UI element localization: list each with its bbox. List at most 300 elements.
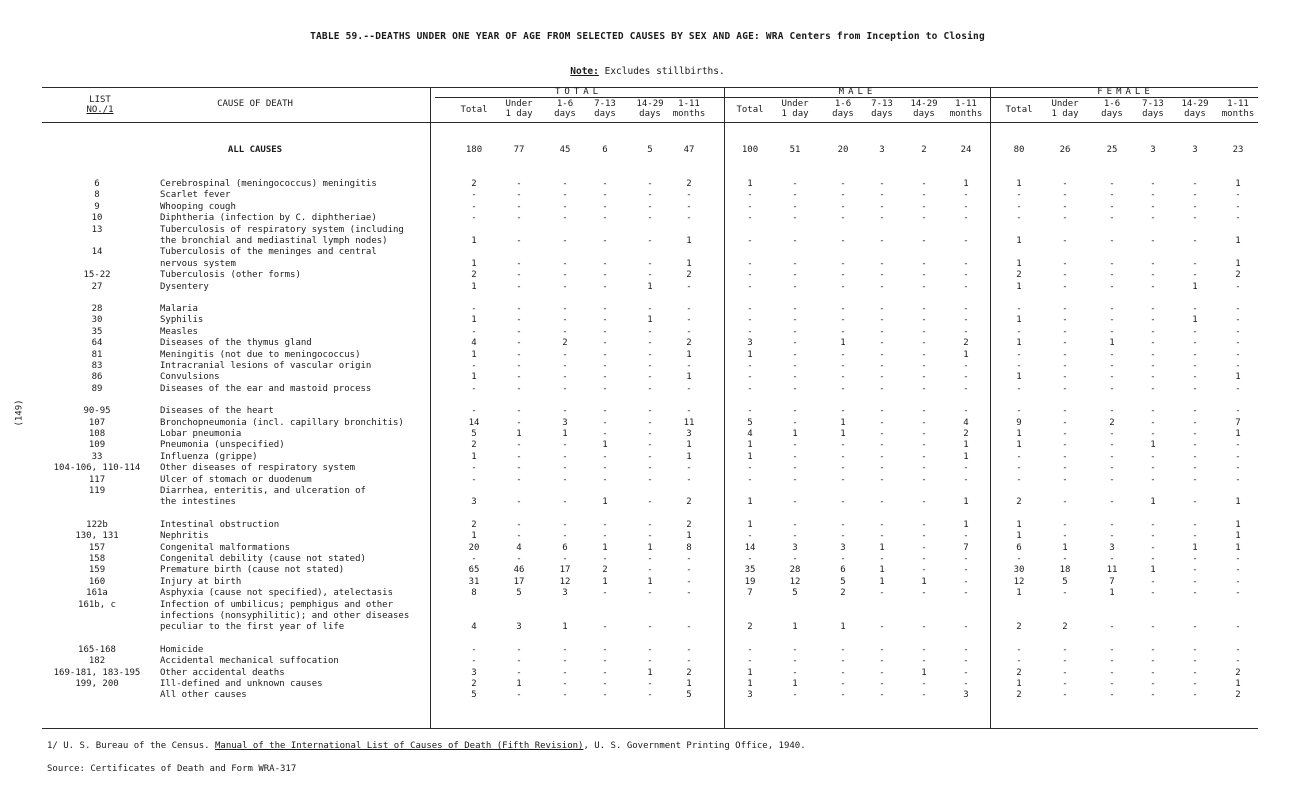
value-cell: - — [1150, 304, 1156, 314]
value-cell: - — [1016, 474, 1022, 485]
value-cell: - — [1150, 236, 1156, 246]
value-cell: - — [921, 383, 927, 394]
value-cell: - — [1150, 326, 1156, 337]
group-male: MALE — [838, 87, 877, 97]
value-cell: 1 — [747, 440, 753, 451]
value-cell: 5 — [686, 690, 692, 701]
value-cell: - — [1150, 519, 1156, 530]
value-cell: 1 — [647, 542, 653, 553]
value-cell: 2 — [963, 338, 969, 349]
value-cell: - — [840, 213, 846, 224]
value-cell: - — [1109, 554, 1115, 564]
value-cell: - — [1062, 281, 1068, 292]
value-cell: - — [792, 338, 798, 349]
value-cell: - — [1016, 349, 1022, 360]
value-cell: - — [516, 406, 522, 417]
value-cell: 7 — [963, 542, 969, 553]
value-cell: - — [1062, 361, 1068, 371]
list-number: 28 — [91, 304, 103, 314]
value-cell: - — [921, 406, 927, 417]
value-cell: - — [879, 179, 885, 189]
value-cell: - — [562, 656, 568, 667]
value-cell: - — [840, 179, 846, 189]
value-cell: - — [792, 372, 798, 383]
value-cell: - — [1062, 667, 1068, 678]
value-cell: - — [562, 463, 568, 474]
value-cell: - — [1150, 622, 1156, 633]
value-cell: - — [516, 304, 522, 314]
value-cell: - — [1109, 644, 1115, 655]
list-number: 6 — [94, 179, 100, 189]
list-number: 13 — [91, 224, 103, 235]
value-cell: - — [516, 190, 522, 201]
value-cell: - — [1016, 644, 1022, 655]
value-cell: - — [1109, 179, 1115, 189]
value-cell: - — [602, 679, 608, 689]
list-number: 199, 200 — [75, 679, 119, 689]
value-cell: - — [647, 588, 653, 599]
value-cell: - — [562, 304, 568, 314]
value-cell: 1 — [963, 451, 969, 462]
value-cell: 4 — [963, 417, 969, 428]
value-cell: - — [747, 270, 753, 281]
value-cell: - — [1109, 326, 1115, 337]
value-cell: - — [686, 565, 692, 576]
subheader-line2: days — [913, 109, 935, 119]
value-cell: - — [602, 667, 608, 678]
value-cell: - — [471, 201, 477, 212]
value-cell: - — [1192, 338, 1198, 349]
value-cell: - — [792, 667, 798, 678]
value-cell: - — [1235, 406, 1241, 417]
value-cell: - — [1109, 531, 1115, 542]
value-cell: - — [1235, 315, 1241, 326]
value-cell: - — [1192, 656, 1198, 667]
value-cell: - — [562, 213, 568, 224]
value-cell: - — [1109, 429, 1115, 439]
subheader-male-4 — [902, 99, 946, 119]
value-cell: - — [1235, 201, 1241, 212]
value-cell: - — [1062, 440, 1068, 451]
value-cell: - — [647, 554, 653, 564]
value-cell: - — [647, 338, 653, 349]
value-cell: 2 — [1235, 270, 1241, 281]
value-cell: 1 — [1235, 429, 1241, 439]
value-cell: 20 — [468, 542, 480, 553]
value-cell: 3 — [686, 429, 692, 439]
value-cell: - — [747, 554, 753, 564]
value-cell: - — [840, 667, 846, 678]
value-cell: - — [921, 429, 927, 439]
value-cell: - — [747, 213, 753, 224]
value-cell: - — [963, 361, 969, 371]
value-cell: - — [879, 213, 885, 224]
value-cell: - — [1192, 531, 1198, 542]
cause-of-death: Lobar pneumonia — [160, 429, 242, 439]
value-cell: - — [602, 338, 608, 349]
value-cell: - — [1150, 679, 1156, 689]
value-cell: - — [1150, 429, 1156, 439]
value-cell: - — [602, 326, 608, 337]
cause-of-death: the bronchial and mediastinal lymph nodes) — [160, 236, 388, 246]
value-cell: - — [747, 190, 753, 201]
value-cell: 1 — [1235, 372, 1241, 383]
value-cell: - — [562, 190, 568, 201]
list-number: 169-181, 183-195 — [53, 667, 141, 678]
value-cell: - — [921, 281, 927, 292]
list-number: 158 — [88, 554, 106, 564]
value-cell: 1 — [1016, 429, 1022, 439]
value-cell: - — [963, 656, 969, 667]
value-cell: 1 — [840, 429, 846, 439]
value-cell: 2 — [471, 179, 477, 189]
value-cell: - — [747, 406, 753, 417]
value-cell: - — [686, 644, 692, 655]
list-number: 89 — [91, 383, 103, 394]
value-cell: - — [686, 383, 692, 394]
value-cell: 1 — [686, 440, 692, 451]
vrule-total — [430, 87, 431, 728]
value-cell: - — [1192, 372, 1198, 383]
value-cell: 3 — [516, 622, 522, 633]
value-cell: - — [516, 656, 522, 667]
value-cell: - — [1150, 451, 1156, 462]
value-cell: - — [686, 201, 692, 212]
value-cell: - — [686, 588, 692, 599]
value-cell: - — [963, 372, 969, 383]
value-cell: - — [686, 304, 692, 314]
value-cell: 2 — [1016, 667, 1022, 678]
value-cell: - — [963, 667, 969, 678]
value-cell: - — [921, 542, 927, 553]
value-cell: - — [516, 519, 522, 530]
value-cell: - — [562, 679, 568, 689]
value-cell: - — [516, 463, 522, 474]
value-cell: - — [879, 440, 885, 451]
cause-of-death: Ulcer of stomach or duodenum — [160, 474, 312, 485]
value-cell: 1 — [562, 622, 568, 633]
cause-of-death: Intracranial lesions of vascular origin — [160, 361, 372, 371]
value-cell: - — [647, 440, 653, 451]
value-cell: - — [686, 576, 692, 587]
value-cell: - — [963, 258, 969, 269]
value-cell: 6 — [562, 542, 568, 553]
value-cell: - — [471, 474, 477, 485]
value-cell: - — [1016, 554, 1022, 564]
value-cell: - — [686, 474, 692, 485]
value-cell: - — [792, 656, 798, 667]
value-cell: - — [1109, 190, 1115, 201]
value-cell: - — [1062, 451, 1068, 462]
value-cell: - — [921, 565, 927, 576]
value-cell: - — [1235, 281, 1241, 292]
value-cell: - — [921, 213, 927, 224]
cause-of-death: All other causes — [160, 690, 247, 701]
value-cell: 1 — [471, 372, 477, 383]
value-cell: - — [1016, 406, 1022, 417]
value-cell: - — [1150, 258, 1156, 269]
list-number: 27 — [91, 281, 103, 292]
value-cell: - — [1150, 656, 1156, 667]
value-cell: 12 — [559, 576, 571, 587]
cause-of-death: Convulsions — [160, 372, 220, 383]
value-cell: - — [1062, 179, 1068, 189]
value-cell: - — [562, 474, 568, 485]
value-cell: 1 — [921, 576, 927, 587]
value-cell: - — [1109, 656, 1115, 667]
value-cell: - — [1150, 190, 1156, 201]
value-cell: 1 — [647, 576, 653, 587]
value-cell: - — [963, 554, 969, 564]
cause-of-death: Injury at birth — [160, 576, 242, 587]
value-cell: - — [1192, 383, 1198, 394]
value-cell: - — [1062, 588, 1068, 599]
value-cell: - — [1192, 679, 1198, 689]
value-cell: - — [963, 326, 969, 337]
rule-group — [435, 97, 1258, 98]
value-cell: 1 — [879, 542, 885, 553]
value-cell: - — [1062, 406, 1068, 417]
value-cell: 2 — [1016, 497, 1022, 508]
value-cell: - — [792, 270, 798, 281]
value-cell: 9 — [1016, 417, 1022, 428]
value-cell: - — [686, 622, 692, 633]
value-cell: 1 — [1235, 497, 1241, 508]
value-cell: 8 — [471, 588, 477, 599]
value-cell: 3 — [471, 497, 477, 508]
list-number: 119 — [88, 486, 106, 496]
value-cell: - — [747, 531, 753, 542]
value-cell: - — [686, 281, 692, 292]
value-cell: 3 — [792, 542, 798, 553]
value-cell: - — [879, 622, 885, 633]
list-number: 165-168 — [78, 644, 116, 655]
value-cell: - — [562, 270, 568, 281]
value-cell: - — [747, 201, 753, 212]
subheader-line1: Under — [1051, 99, 1079, 109]
cause-of-death: Measles — [160, 326, 198, 337]
value-cell: - — [471, 656, 477, 667]
value-cell: 1 — [1016, 372, 1022, 383]
list-number: 33 — [91, 451, 103, 462]
value-cell: - — [879, 281, 885, 292]
value-cell: 24 — [960, 145, 972, 155]
value-cell: - — [1109, 497, 1115, 508]
value-cell: - — [1062, 270, 1068, 281]
value-cell: 2 — [686, 519, 692, 530]
value-cell: 1 — [602, 542, 608, 553]
value-cell: 51 — [789, 145, 801, 155]
value-cell: - — [921, 304, 927, 314]
value-cell: 30 — [1013, 565, 1025, 576]
value-cell: - — [1109, 679, 1115, 689]
value-cell: - — [1062, 383, 1068, 394]
value-cell: - — [562, 690, 568, 701]
value-cell: 65 — [468, 565, 480, 576]
value-cell: - — [963, 463, 969, 474]
vrule-male — [724, 87, 725, 728]
value-cell: - — [471, 554, 477, 564]
value-cell: - — [1109, 440, 1115, 451]
value-cell: - — [602, 554, 608, 564]
value-cell: 17 — [513, 576, 525, 587]
cause-of-death: Tuberculosis (other forms) — [160, 270, 301, 281]
value-cell: - — [1192, 565, 1198, 576]
value-cell: - — [1150, 554, 1156, 564]
value-cell: - — [792, 531, 798, 542]
value-cell: - — [879, 338, 885, 349]
value-cell: - — [602, 372, 608, 383]
value-cell: 1 — [963, 349, 969, 360]
value-cell: - — [1062, 213, 1068, 224]
value-cell: - — [1192, 519, 1198, 530]
value-cell: - — [1235, 576, 1241, 587]
cause-of-death: Scarlet fever — [160, 190, 231, 201]
value-cell: - — [1235, 361, 1241, 371]
value-cell: - — [1150, 690, 1156, 701]
value-cell: - — [921, 474, 927, 485]
value-cell: - — [792, 258, 798, 269]
table-note — [0, 66, 1295, 77]
value-cell: - — [602, 201, 608, 212]
list-number: 107 — [88, 417, 106, 428]
value-cell: - — [879, 588, 885, 599]
value-cell: - — [792, 213, 798, 224]
value-cell: - — [1192, 179, 1198, 189]
value-cell: - — [647, 519, 653, 530]
value-cell: - — [1192, 644, 1198, 655]
value-cell: - — [562, 644, 568, 655]
value-cell: - — [879, 258, 885, 269]
cause-of-death: Malaria — [160, 304, 198, 314]
value-cell: - — [647, 213, 653, 224]
value-cell: 2 — [471, 270, 477, 281]
footnote — [47, 741, 806, 751]
list-number: 81 — [91, 349, 103, 360]
value-cell: - — [562, 497, 568, 508]
header-list-line1: LIST — [89, 95, 111, 105]
value-cell: - — [647, 383, 653, 394]
list-number: 86 — [91, 372, 103, 383]
value-cell: - — [686, 361, 692, 371]
value-cell: - — [516, 338, 522, 349]
value-cell: - — [602, 451, 608, 462]
value-cell: - — [879, 315, 885, 326]
value-cell: - — [1016, 190, 1022, 201]
value-cell: 1 — [1016, 236, 1022, 246]
value-cell: - — [602, 656, 608, 667]
value-cell: - — [602, 179, 608, 189]
subheader-line1: Total — [1005, 105, 1033, 115]
value-cell: - — [562, 519, 568, 530]
value-cell: 1 — [747, 451, 753, 462]
value-cell: - — [1062, 201, 1068, 212]
value-cell: 6 — [1016, 542, 1022, 553]
value-cell: 6 — [840, 565, 846, 576]
value-cell: - — [921, 588, 927, 599]
cause-of-death: peculiar to the first year of life — [160, 622, 345, 633]
value-cell: - — [840, 236, 846, 246]
value-cell: - — [840, 361, 846, 371]
value-cell: 1 — [516, 429, 522, 439]
value-cell: - — [1235, 440, 1241, 451]
value-cell: 4 — [471, 338, 477, 349]
source-line: Source: Certificates of Death and Form WRA-317 — [47, 764, 297, 774]
value-cell: - — [647, 326, 653, 337]
value-cell: 1 — [1109, 338, 1115, 349]
value-cell: 80 — [1013, 145, 1025, 155]
value-cell: - — [516, 179, 522, 189]
value-cell: 1 — [792, 429, 798, 439]
value-cell: 1 — [471, 258, 477, 269]
value-cell: - — [792, 190, 798, 201]
value-cell: - — [840, 201, 846, 212]
value-cell: - — [921, 326, 927, 337]
value-cell: - — [1192, 497, 1198, 508]
value-cell: 3 — [747, 690, 753, 701]
subheader-line2: months — [949, 109, 983, 119]
value-cell: - — [647, 531, 653, 542]
value-cell: 26 — [1059, 145, 1071, 155]
value-cell: 1 — [602, 576, 608, 587]
value-cell: - — [562, 361, 568, 371]
value-cell: - — [1192, 270, 1198, 281]
value-cell: 7 — [1235, 417, 1241, 428]
cause-of-death: Asphyxia (cause not specified), atelectasis — [160, 588, 393, 599]
value-cell: - — [686, 406, 692, 417]
value-cell: - — [747, 383, 753, 394]
value-cell: - — [562, 179, 568, 189]
value-cell: - — [840, 644, 846, 655]
value-cell: - — [647, 270, 653, 281]
subheader-line1: 7-13 — [871, 99, 893, 109]
value-cell: - — [792, 440, 798, 451]
subheader-line1: 1-11 — [678, 99, 700, 109]
cause-of-death: the intestines — [160, 497, 236, 508]
subheader-male-1 — [773, 99, 817, 119]
value-cell: 1 — [686, 258, 692, 269]
value-cell: - — [1150, 531, 1156, 542]
value-cell: - — [1109, 372, 1115, 383]
value-cell: - — [921, 349, 927, 360]
value-cell: - — [1062, 554, 1068, 564]
value-cell: - — [602, 349, 608, 360]
cause-of-death: ALL CAUSES — [227, 145, 283, 155]
value-cell: 6 — [602, 145, 608, 155]
value-cell: - — [747, 656, 753, 667]
cause-of-death: Diseases of the ear and mastoid process — [160, 383, 372, 394]
value-cell: 5 — [792, 588, 798, 599]
value-cell: - — [792, 690, 798, 701]
value-cell: - — [792, 304, 798, 314]
value-cell: - — [516, 383, 522, 394]
value-cell: - — [516, 451, 522, 462]
list-number: 14 — [91, 247, 103, 258]
list-number: 15-22 — [83, 270, 111, 281]
value-cell: 1 — [1235, 679, 1241, 689]
group-total: TOTAL — [554, 87, 603, 97]
subheader-line1: 1-6 — [1103, 99, 1121, 109]
value-cell: - — [1109, 406, 1115, 417]
value-cell: - — [516, 281, 522, 292]
value-cell: - — [1235, 349, 1241, 360]
value-cell: - — [1150, 542, 1156, 553]
value-cell: 1 — [1016, 338, 1022, 349]
value-cell: - — [963, 644, 969, 655]
value-cell: - — [879, 372, 885, 383]
value-cell: - — [471, 304, 477, 314]
value-cell: 11 — [683, 417, 695, 428]
